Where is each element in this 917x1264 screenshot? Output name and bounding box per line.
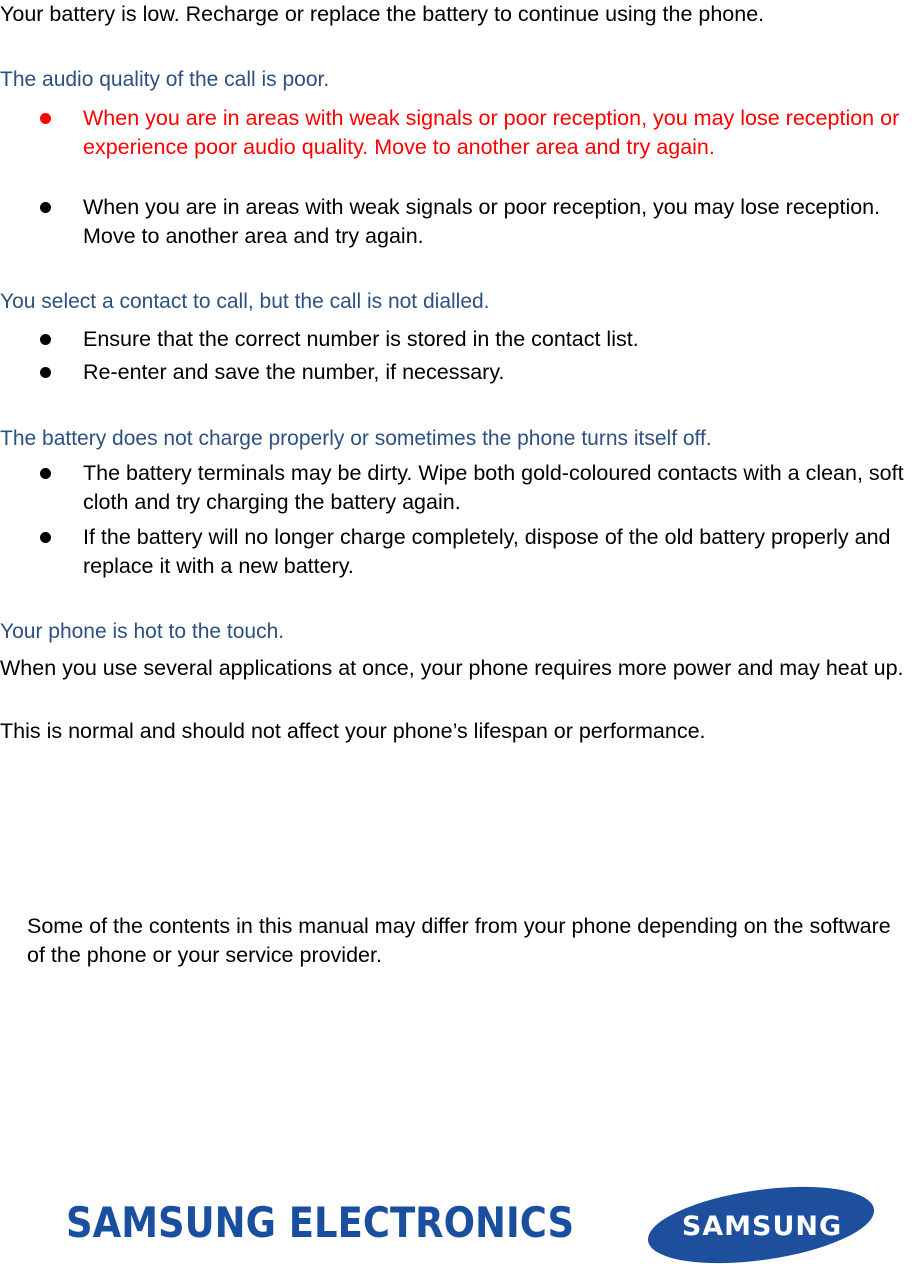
bullet-icon — [40, 202, 51, 213]
bullet-text: Ensure that the correct number is stored in the contact list. — [83, 327, 639, 351]
heading-audio-quality: The audio quality of the call is poor. — [0, 68, 330, 91]
paragraph: When you use several applications at once, your phone requires more power and may heat up. — [0, 656, 904, 680]
heading-battery-charge: The battery does not charge properly or sometimes the phone turns itself off. — [0, 427, 712, 450]
bullet-text: When you are in areas with weak signals or poor reception, you may lose reception. Move to another area and try again. — [83, 195, 881, 248]
bullet-text: If the battery will no longer charge completely, dispose of the old battery properly and replace it with a new battery. — [83, 525, 891, 578]
manual-disclaimer: Some of the contents in this manual may differ from your phone depending on the software of the phone or your service provider. — [27, 914, 891, 967]
intro-text: Your battery is low. Recharge or replace the battery to continue using the phone. — [0, 2, 765, 26]
paragraph: This is normal and should not affect your phone’s lifespan or performance. — [0, 719, 706, 743]
bullet-text: The battery terminals may be dirty. Wipe both gold-coloured contacts with a clean, soft cloth and try charging the battery again. — [83, 461, 904, 514]
logo-text: SAMSUNG — [681, 1211, 843, 1242]
bullet-icon — [40, 532, 51, 543]
bullet-icon — [40, 113, 51, 124]
heading-phone-hot: Your phone is hot to the touch. — [0, 620, 285, 643]
bullet-icon — [40, 468, 51, 479]
bullet-text: When you are in areas with weak signals or poor reception, you may lose reception or experience poor audio quality. Move to another area and try again. — [83, 106, 900, 159]
bullet-text: Re-enter and save the number, if necessary. — [83, 360, 505, 384]
brand-wordmark: SAMSUNG ELECTRONICS — [66, 1198, 575, 1247]
heading-contact-not-dialled: You select a contact to call, but the call is not dialled. — [0, 290, 490, 313]
bullet-icon — [40, 367, 51, 378]
samsung-logo-icon — [645, 1186, 877, 1264]
bullet-icon — [40, 334, 51, 345]
